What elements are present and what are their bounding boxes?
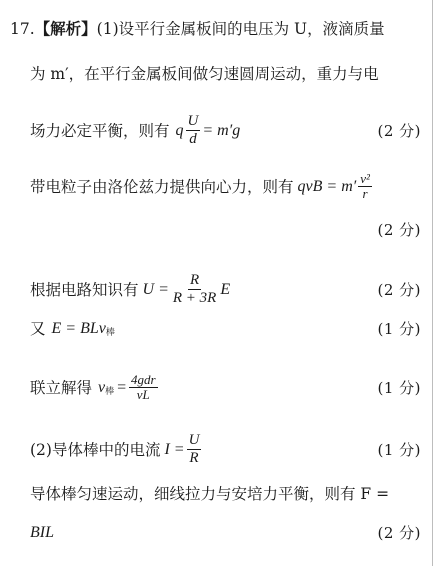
fraction-numerator: R bbox=[190, 272, 200, 288]
line-2-text: 为 m′，在平行金属板间做匀速圆周运动，重力与电 bbox=[30, 65, 379, 83]
fraction-u-over-r bbox=[187, 432, 202, 467]
formula-lhs: U = bbox=[142, 280, 169, 298]
fraction-denominator: d bbox=[189, 131, 197, 147]
formula-q: q bbox=[175, 121, 184, 139]
line-4 bbox=[30, 172, 421, 201]
formula-lhs: I = bbox=[164, 440, 185, 458]
line-5 bbox=[30, 220, 421, 240]
formula-emf: E = BLv bbox=[51, 320, 106, 337]
line-11 bbox=[30, 523, 421, 543]
fraction-denominator: R bbox=[189, 450, 199, 466]
fraction-denominator: vL bbox=[136, 387, 150, 402]
formula-equals: = bbox=[116, 378, 127, 396]
formula-bil: BIL bbox=[30, 524, 54, 541]
line-7 bbox=[30, 319, 421, 339]
formula-rhs: E bbox=[220, 280, 231, 298]
fraction-numerator: U bbox=[188, 432, 200, 448]
fraction-v2-over-r bbox=[358, 172, 372, 201]
line-8 bbox=[30, 373, 421, 402]
score-label: (2 分) bbox=[377, 221, 421, 239]
fraction-r-over-4r bbox=[171, 272, 218, 307]
score-label: (2 分) bbox=[377, 280, 421, 299]
score-label: (2 分) bbox=[377, 121, 421, 140]
line-9-text: (2)导体棒中的电流 bbox=[30, 440, 161, 459]
analysis-tag: 【解析】 bbox=[34, 19, 97, 38]
line-8-text: 联立解得 bbox=[30, 378, 93, 397]
subscript-rod: 棒 bbox=[105, 328, 115, 338]
page-edge-divider bbox=[432, 0, 433, 566]
line-9 bbox=[30, 432, 421, 467]
fraction-numerator: 4gdr bbox=[130, 372, 156, 387]
line-6 bbox=[30, 272, 421, 307]
formula-v: v bbox=[98, 378, 106, 396]
subscript-rod: 棒 bbox=[105, 386, 115, 397]
line-6-text: 根据电路知识有 bbox=[30, 280, 139, 299]
line-3-text: 场力必定平衡，则有 bbox=[30, 121, 170, 140]
line-3 bbox=[30, 113, 421, 148]
fraction-denominator: r bbox=[362, 186, 368, 201]
line-10 bbox=[30, 484, 421, 504]
line-7-text: 又 bbox=[30, 320, 46, 338]
question-number: 17. bbox=[10, 20, 35, 38]
fraction-numerator: U bbox=[187, 113, 199, 129]
score-label: (1 分) bbox=[377, 378, 421, 397]
line-1-text: (1)设平行金属板间的电压为 U，液滴质量 bbox=[96, 20, 385, 38]
line-2 bbox=[30, 64, 421, 84]
line-1 bbox=[10, 19, 421, 39]
line-10-text: 导体棒匀速运动，细线拉力与安培力平衡，则有 F = bbox=[30, 485, 390, 503]
score-label: (2 分) bbox=[377, 524, 421, 542]
fraction-numerator: v² bbox=[360, 171, 370, 186]
formula-lhs: qvB = m′ bbox=[297, 177, 357, 195]
score-label: (1 分) bbox=[377, 440, 421, 459]
score-label: (1 分) bbox=[377, 320, 421, 338]
line-4-text: 带电粒子由洛伦兹力提供向心力，则有 bbox=[30, 177, 294, 196]
fraction-u-over-d bbox=[186, 113, 201, 148]
formula-rhs: = m′g bbox=[202, 121, 241, 139]
fraction-4gdr-over-vl bbox=[129, 373, 158, 402]
fraction-denominator: R + 3R bbox=[172, 290, 217, 306]
